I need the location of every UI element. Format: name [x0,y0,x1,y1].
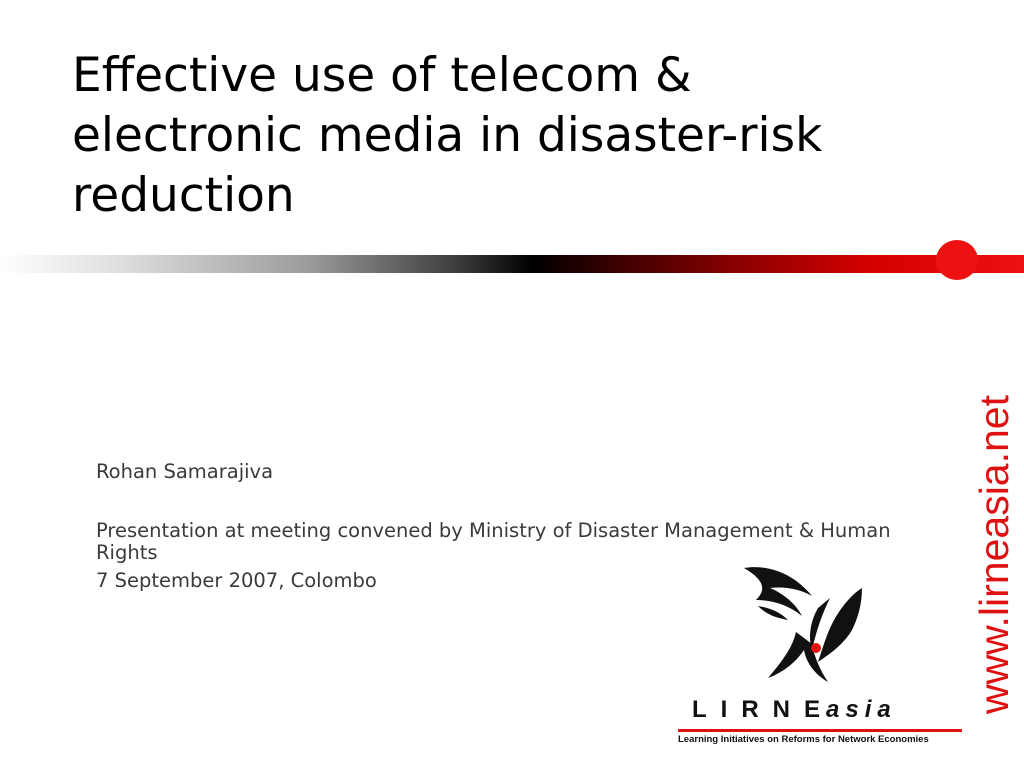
lirneasia-logo [672,556,968,752]
slide-title-line-2: electronic media in disaster-risk [72,108,823,163]
logo-wordmark-lirne: LIRNE [692,696,834,723]
slide-title [72,46,932,226]
presentation-date: 7 September 2007, Colombo [96,569,377,592]
divider-red-dot [936,240,978,280]
logo-red-underline [678,729,962,732]
slide-title-line-3: reduction [72,168,295,223]
lirneasia-emblem-icon [734,558,874,698]
logo-tagline: Learning Initiatives on Reforms for Network Economies [678,734,929,745]
website-url: www.lirneasia.net [971,395,1017,715]
title-divider-bar [0,255,1024,273]
presentation-venue: Presentation at meeting convened by Ministry of Disaster Management & Human Rights [96,519,891,564]
website-url-container [968,395,1020,755]
logo-wordmark-asia: asia [826,696,897,723]
slide-title-line-1: Effective use of telecom & [72,48,692,103]
author-name: Rohan Samarajiva [96,460,274,483]
logo-wordmark [692,696,972,728]
